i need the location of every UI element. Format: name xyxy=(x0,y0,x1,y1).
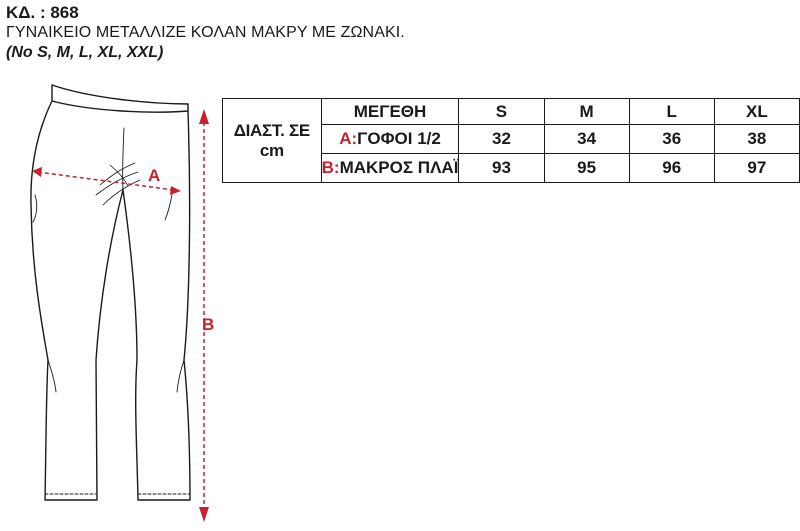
leggings-figure xyxy=(0,0,230,531)
table-cell: 96 xyxy=(629,154,714,183)
table-cell: 95 xyxy=(544,154,629,183)
product-title: ΓΥΝΑΙΚΕΙΟ ΜΕΤΑΛΛΙΖΕ ΚΟΛΑΝ ΜΑΚΡΥ ΜΕ ΖΩΝΑΚΙ. xyxy=(6,24,405,41)
row-key: B: xyxy=(321,158,340,177)
table-cell: 97 xyxy=(714,154,799,183)
table-cell: 93 xyxy=(459,154,544,183)
row-key: A: xyxy=(339,129,358,148)
leggings-outline xyxy=(31,101,190,500)
measure-b-label: B xyxy=(202,315,215,334)
available-sizes: (No S, M, L, XL, XXL) xyxy=(6,44,164,61)
dimension-unit-label: ΔΙΑΣΤ. ΣΕ cm xyxy=(223,99,322,183)
size-col-l: L xyxy=(629,99,714,125)
measure-a-label: A xyxy=(148,166,161,185)
size-table xyxy=(222,98,800,183)
waistband xyxy=(52,85,188,112)
row-label-side-length xyxy=(321,154,459,183)
row-label: ΜΑΚΡΟΣ ΠΛΑΪ xyxy=(339,158,459,177)
product-code: ΚΔ. : 868 xyxy=(6,3,79,22)
table-cell: 32 xyxy=(459,125,544,154)
table-cell: 38 xyxy=(714,125,799,154)
size-header: ΜΕΓΕΘΗ xyxy=(321,99,459,125)
row-label-hips xyxy=(321,125,459,154)
size-col-xl: XL xyxy=(714,99,799,125)
size-col-m: M xyxy=(544,99,629,125)
table-cell: 36 xyxy=(629,125,714,154)
table-cell: 34 xyxy=(544,125,629,154)
row-label: ΓΟΦΟΙ 1/2 xyxy=(357,129,441,148)
size-col-s: S xyxy=(459,99,544,125)
